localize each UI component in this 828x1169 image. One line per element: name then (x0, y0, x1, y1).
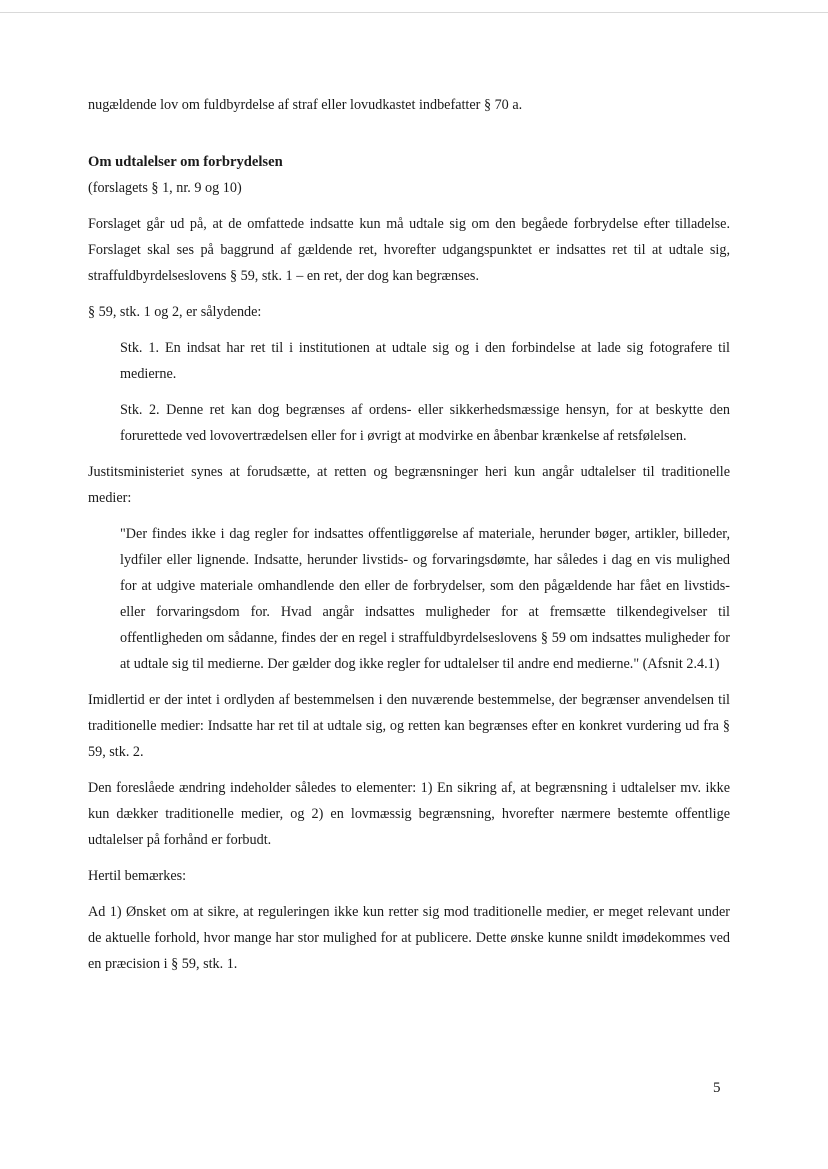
paragraph-proposal: Forslaget går ud på, at de omfattede indsatte kun må udtale sig om den begåede forbrydelse efter tilladelse. Forslaget skal ses på baggrund af gældende ret, hvorefter udgangspunktet er indsattes ret til at udtale sig, straffuldbyrdelseslovens § 59, stk. 1 – en ret, der dog kan begrænses. (88, 216, 730, 284)
quote-stk-1: Stk. 1. En indsat har ret til i institutionen at udtale sig og i den forbindelse at lade sig fotografere til medierne. (120, 340, 730, 382)
paragraph-however: Imidlertid er der intet i ordlyden af bestemmelsen i den nuværende bestemmelse, der begrænser anvendelsen til traditionelle medier: Indsatte har ret til at udtale sig, og retten kan begrænses efter en konkret vurdering ud fra § 59, stk. 2. (88, 692, 730, 760)
paragraph-statute-intro: § 59, stk. 1 og 2, er sålydende: (88, 304, 262, 320)
paragraph-elements: Den foreslåede ændring indeholder således to elementer: 1) En sikring af, at begrænsning i udtalelser mv. ikke kun dækker traditionelle medier, og 2) en lovmæssig begrænsning, hvorefter nærmere bestemte offentlige udtalelser på forhånd er forbudt. (88, 780, 730, 848)
quote-stk-2: Stk. 2. Denne ret kan dog begrænses af ordens- eller sikkerhedsmæssige hensyn, for at beskytte den forurettede ved lovovertrædelsen eller for i øvrigt at modvirke en åbenbar krænkelse af retsfølelsen. (120, 402, 730, 444)
section-subheading: (forslagets § 1, nr. 9 og 10) (88, 180, 242, 196)
paragraph-ministry: Justitsministeriet synes at forudsætte, at retten og begrænsninger heri kun angår udtalelser til traditionelle medier: (88, 464, 730, 506)
scan-edge-line (0, 12, 828, 13)
document-body (88, 92, 730, 977)
section-heading: Om udtalelser om forbrydelsen (88, 154, 283, 170)
paragraph-intro: nugældende lov om fuldbyrdelse af straf eller lovudkastet indbefatter § 70 a. (88, 97, 523, 113)
page-number: 5 (713, 1080, 721, 1096)
quote-ministry: "Der findes ikke i dag regler for indsattes offentliggørelse af materiale, herunder bøger, artikler, billeder, lydfiler eller lignende. Indsatte, herunder livstids- og forvaringsdømte, har således i dag en vis mulighed for at udgive materiale omhandlende den eller de forbrydelser, som den pågældende har fået en livstids- eller forvaringsdom for. Hvad angår indsattes muligheder for at fremsætte tilkendegivelser til offentligheden om sådanne, findes der en regel i straffuldbyrdelseslovens § 59 om indsattes muligheder for at udtale sig til medierne. Der gælder dog ikke regler for udtalelser til andre end medierne." (Afsnit 2.4.1) (120, 526, 730, 672)
paragraph-ad-1: Ad 1) Ønsket om at sikre, at reguleringen ikke kun retter sig mod traditionelle medier, er meget relevant under de aktuelle forhold, hvor mange har stor mulighed for at publicere. Dette ønske kunne snildt imødekommes ved en præcision i § 59, stk. 1. (88, 904, 730, 972)
paragraph-remarks: Hertil bemærkes: (88, 868, 187, 884)
